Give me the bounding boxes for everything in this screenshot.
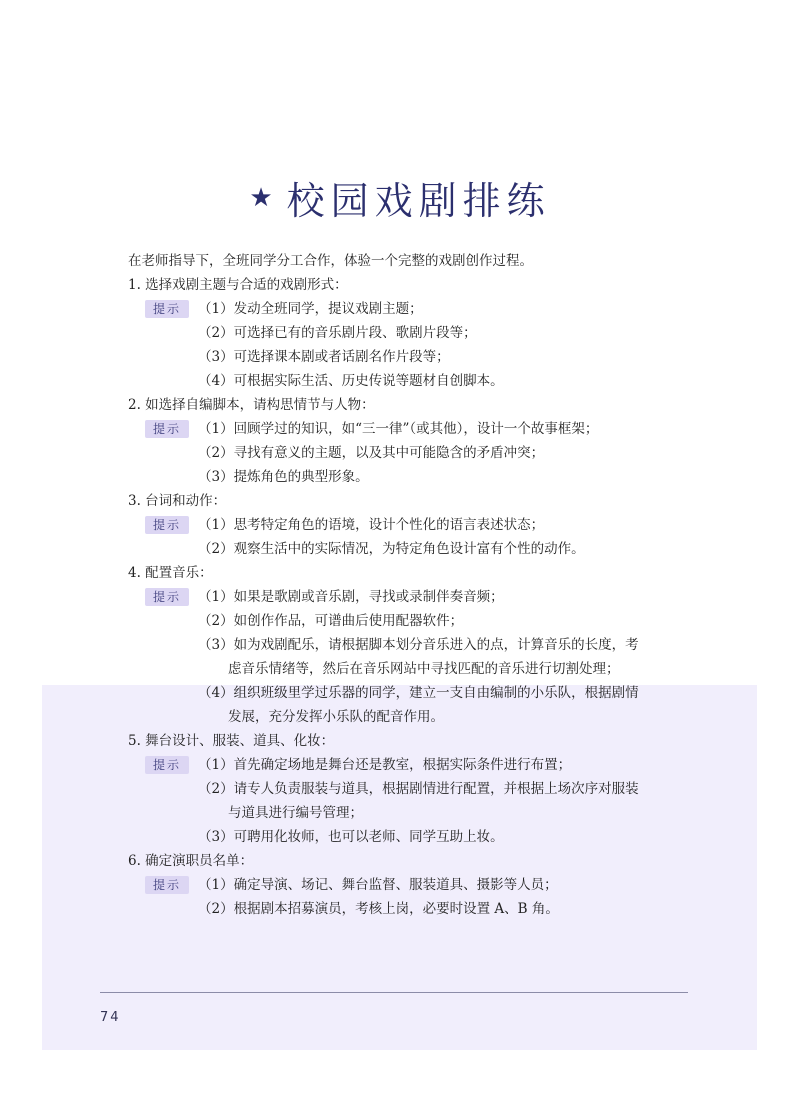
hint-badge: 提示 [145,876,189,894]
hint-item [128,321,688,345]
hint-item [128,705,688,729]
hint-badge: 提示 [145,300,189,318]
section-heading: 2. 如选择自编脚本，请构思情节与人物： [128,397,375,413]
hint-item-text: （1）如果是歌剧或音乐剧，寻找或录制伴奏音频； [198,589,504,605]
section-heading: 3. 台词和动作： [128,493,227,509]
section-heading: 6. 确定演职员名单： [128,853,254,869]
hint-item-text: （2）如创作作品，可谱曲后使用配器软件； [198,613,464,629]
hint-item [128,441,688,465]
hint-item [128,657,688,681]
hint-item-text: （3）可聘用化妆师，也可以老师、同学互助上妆。 [198,829,504,845]
hint-item [128,633,688,657]
hint-item [128,777,688,801]
hint-item [128,753,688,777]
hint-item-text: （3）提炼角色的典型形象。 [198,469,369,485]
main-content [128,249,688,921]
hint-item [128,873,688,897]
hint-item-text: （1）首先确定场地是舞台还是教室，根据实际条件进行布置； [198,757,572,773]
hint-item-text: （1）思考特定角色的语境，设计个性化的语言表述状态； [198,517,545,533]
hint-item-text: （2）观察生活中的实际情况，为特定角色设计富有个性的动作。 [198,541,585,557]
hint-item [128,297,688,321]
hint-item [128,585,688,609]
hint-item [128,537,688,561]
hint-item [128,825,688,849]
hint-item [128,369,688,393]
hint-item [128,609,688,633]
hint-item [128,681,688,705]
hint-item-text: （2）可选择已有的音乐剧片段、歌剧片段等； [198,325,477,341]
intro-paragraph: 在老师指导下，全班同学分工合作，体验一个完整的戏剧创作过程。 [128,253,533,269]
hint-item-text: 虑音乐情绪等，然后在音乐网站中寻找匹配的音乐进行切割处理； [228,661,620,677]
section-heading: 1. 选择戏剧主题与合适的戏剧形式： [128,277,348,293]
hint-item-text: 与道具进行编号管理； [228,805,363,821]
hint-item-text: （1）回顾学过的知识，如“三一律”（或其他），设计一个故事框架； [198,421,599,437]
sections-list [128,273,688,921]
hint-badge: 提示 [145,516,189,534]
hint-item [128,465,688,489]
hint-item-text: （4）可根据实际生活、历史传说等题材自创脚本。 [198,373,504,389]
hint-item-text: （1）确定导演、场记、舞台监督、服装道具、摄影等人员； [198,877,558,893]
hint-item [128,345,688,369]
hint-item-text: 发展，充分发挥小乐队的配音作用。 [228,709,444,725]
hint-item-text: （4）组织班级里学过乐器的同学，建立一支自由编制的小乐队，根据剧情 [198,685,639,701]
hint-item-text: （2）请专人负责服装与道具，根据剧情进行配置，并根据上场次序对服装 [198,781,639,797]
hint-badge: 提示 [145,756,189,774]
hint-item [128,417,688,441]
page-title-text: 校园戏剧排练 [286,179,551,223]
star-icon: ★ [249,183,279,213]
footer-divider [100,992,688,993]
page-number: 74 [100,1010,121,1025]
hint-item-text: （3）可选择课本剧或者话剧名作片段等； [198,349,450,365]
hint-badge: 提示 [145,588,189,606]
hint-badge: 提示 [145,420,189,438]
hint-item-text: （1）发动全班同学，提议戏剧主题； [198,301,423,317]
hint-item-text: （2）寻找有意义的主题，以及其中可能隐含的矛盾冲突； [198,445,545,461]
hint-item [128,897,688,921]
section-heading: 5. 舞台设计、服装、道具、化妆： [128,733,335,749]
section-heading: 4. 配置音乐： [128,565,213,581]
hint-item [128,513,688,537]
hint-item [128,801,688,825]
hint-item-text: （2）根据剧本招募演员，考核上岗，必要时设置 A、B 角。 [198,901,559,917]
hint-item-text: （3）如为戏剧配乐，请根据脚本划分音乐进入的点，计算音乐的长度，考 [198,637,639,653]
page-title [0,170,800,225]
